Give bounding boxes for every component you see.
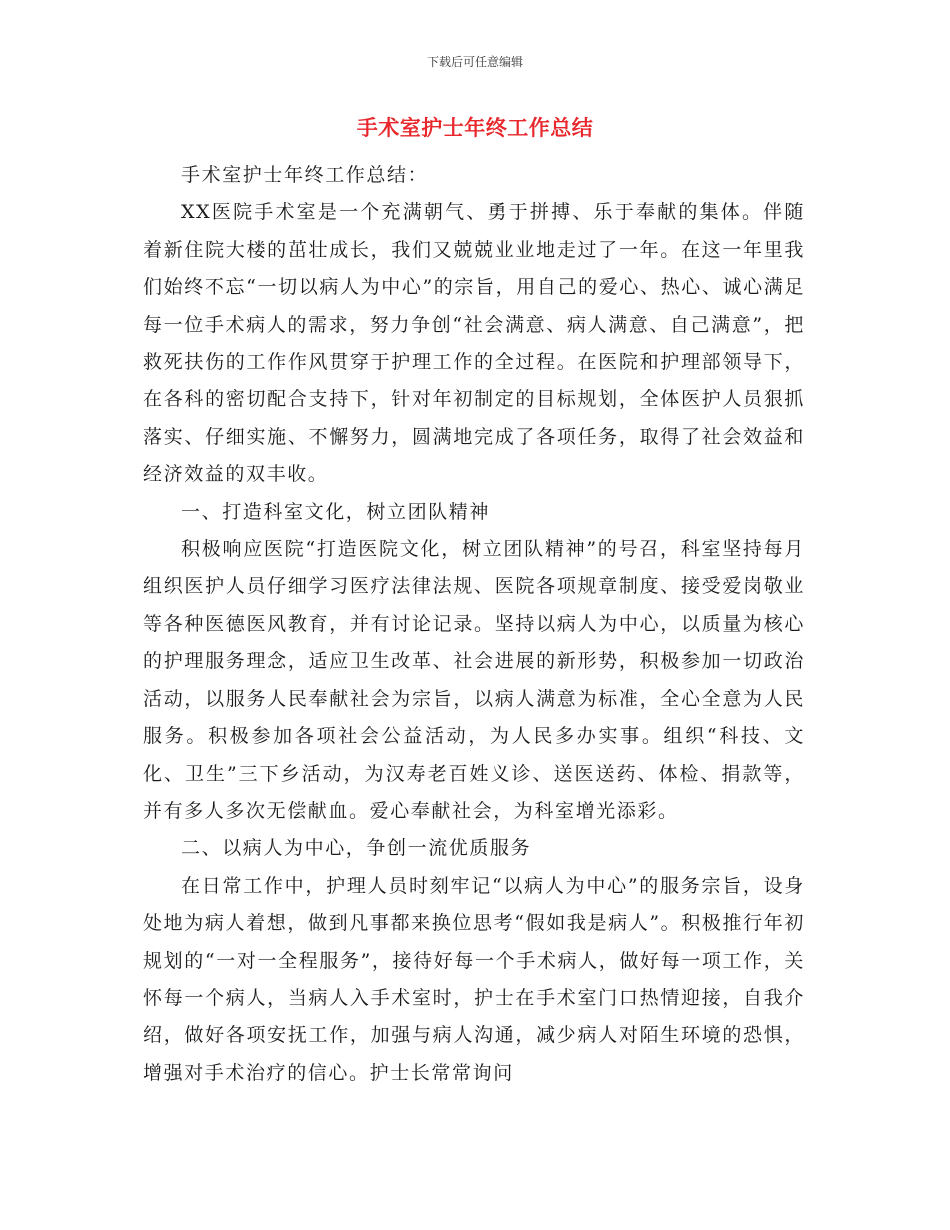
- paragraph-intro: XX医院手术室是一个充满朝气、勇于拼搏、乐于奉献的集体。伴随着新住院大楼的茁壮成长，我们又兢兢业业地走过了一年。在这一年里我们始终不忘“一切以病人为中心”的宗旨，用自己的爱心、热心、诚心满足每一位手术病人的需求，努力争创“社会满意、病人满意、自己满意”，把救死扶伤的工作作风贯穿于护理工作的全过程。在医院和护理部领导下，在各科的密切配合支持下，针对年初制定的目标规划，全体医护人员狠抓落实、仔细实施、不懈努力，圆满地完成了各项任务，取得了社会效益和经济效益的双丰收。: [143, 201, 805, 486]
- paragraph-section-1: 积极响应医院“打造医院文化，树立团队精神”的号召，科室坚持每月组织医护人员仔细学习医疗法律法规、医院各项规章制度、接受爱岗敬业等各种医德医风教育，并有讨论记录。坚持以病人为中心，以质量为核心的护理服务理念，适应卫生改革、社会进展的新形势，积极参加一切政治活动，以服务人民奉献社会为宗旨，以病人满意为标准，全心全意为人民服务。积极参加各项社会公益活动，为人民多办实事。组织“科技、文化、卫生”三下乡活动，为汉寿老百姓义诊、送医送药、体检、捐款等，并有多人多次无偿献血。爱心奉献社会，为科室增光添彩。: [143, 538, 805, 822]
- header-note: 下载后可任意编辑: [426, 55, 523, 69]
- section-heading-2: 二、以病人为中心，争创一流优质服务: [181, 837, 532, 860]
- paragraph-section-2: 在日常工作中，护理人员时刻牢记“以病人为中心”的服务宗旨，设身处地为病人着想，做到凡事都来换位思考“假如我是病人”。积极推行年初规划的“一对一全程服务”，接待好每一个手术病人，做好每一项工作，关怀每一个病人，当病人入手术室时，护士在手术室门口热情迎接，自我介绍，做好各项安抚工作，加强与病人沟通，减少病人对陌生环境的恐惧，增强对手术治疗的信心。护士长常常询问: [143, 874, 805, 1084]
- paragraph-greeting: 手术室护士年终工作总结：: [181, 164, 429, 186]
- section-heading-1: 一、打造科室文化，树立团队精神: [181, 500, 491, 523]
- document-body: [143, 157, 805, 1092]
- document-title: 手术室护士年终工作总结: [356, 116, 594, 140]
